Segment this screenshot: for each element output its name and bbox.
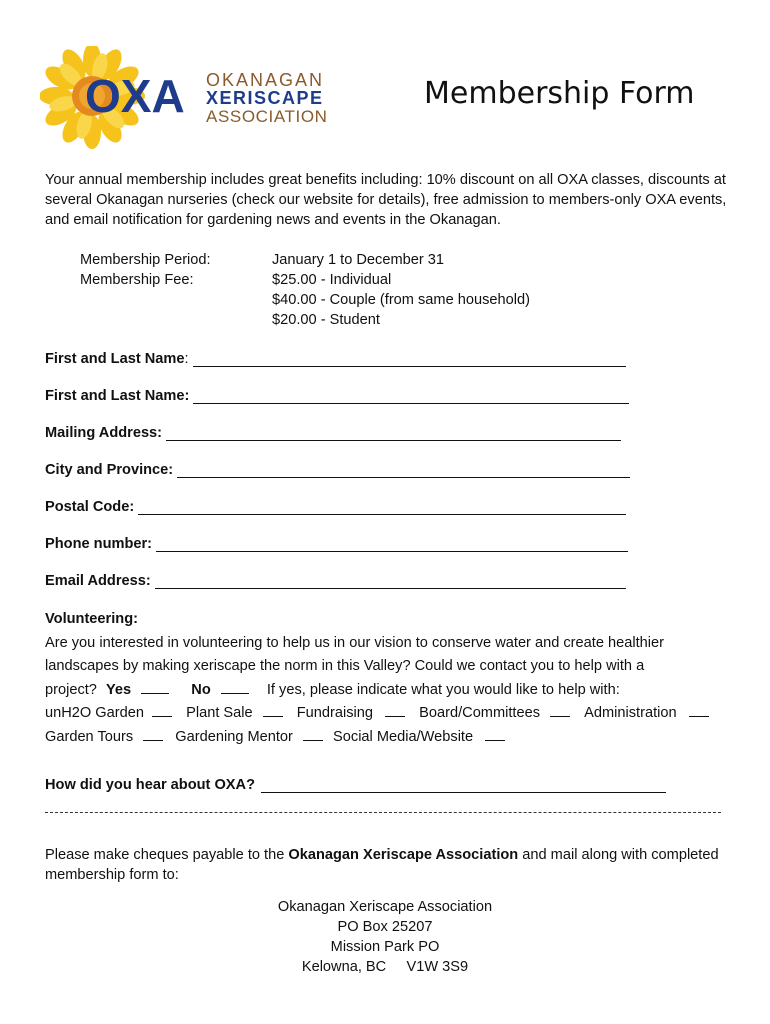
field-phone bbox=[45, 536, 628, 552]
cut-line-divider bbox=[45, 812, 721, 813]
if-yes-text: If yes, please indicate what you would like to help with: bbox=[266, 681, 620, 698]
volunteering-question-1: Are you interested in volunteering to help us in our vision to conserve water and create healthier bbox=[45, 634, 664, 651]
fee-student: $20.00 - Student bbox=[272, 312, 380, 328]
yes-checkbox[interactable] bbox=[141, 681, 169, 694]
address-line-1: Okanagan Xeriscape Association bbox=[277, 899, 493, 915]
field-label: First and Last Name bbox=[45, 351, 185, 367]
volunteer-options-row-2 bbox=[45, 726, 745, 750]
gardening-mentor-checkbox[interactable] bbox=[303, 728, 323, 741]
fee-individual: $25.00 - Individual bbox=[272, 272, 392, 288]
option-gardening-mentor: Gardening Mentor bbox=[175, 728, 293, 745]
volunteering-section bbox=[45, 608, 745, 749]
postal-code-input[interactable] bbox=[138, 500, 626, 515]
phone-input[interactable] bbox=[156, 537, 628, 552]
hear-about-label: How did you hear about OXA? bbox=[45, 777, 255, 793]
address-line-2: PO Box 25207 bbox=[337, 919, 433, 935]
option-garden-tours: Garden Tours bbox=[45, 728, 134, 745]
volunteering-yes-no-row bbox=[45, 679, 745, 703]
yes-label: Yes bbox=[105, 681, 132, 698]
option-social-media: Social Media/Website bbox=[333, 728, 474, 745]
field-label: City and Province: bbox=[45, 462, 174, 478]
fee-couple: $40.00 - Couple (from same household) bbox=[272, 292, 530, 308]
option-administration: Administration bbox=[584, 705, 677, 721]
option-board-committees: Board/Committees bbox=[419, 705, 541, 721]
cheque-text-after: and mail along with completed membership form to: bbox=[45, 847, 719, 883]
no-checkbox[interactable] bbox=[221, 681, 249, 694]
social-media-checkbox[interactable] bbox=[485, 728, 505, 741]
administration-checkbox[interactable] bbox=[689, 704, 709, 717]
garden-tours-checkbox[interactable] bbox=[143, 728, 163, 741]
address-line-3: Mission Park PO bbox=[330, 939, 440, 955]
cheque-instructions bbox=[45, 845, 735, 885]
mailing-address-block bbox=[0, 897, 770, 977]
address-line-4: Kelowna, BC V1W 3S9 bbox=[301, 959, 469, 975]
hear-about-input[interactable] bbox=[261, 778, 666, 793]
field-mailing-address bbox=[45, 425, 621, 441]
option-plant-sale: Plant Sale bbox=[186, 705, 253, 721]
unh2o-garden-checkbox[interactable] bbox=[152, 704, 172, 717]
fundraising-checkbox[interactable] bbox=[385, 704, 405, 717]
field-label: First and Last Name: bbox=[45, 388, 190, 404]
field-postal-code bbox=[45, 499, 626, 515]
cheque-text-before: Please make cheques payable to the bbox=[45, 847, 289, 863]
logo-line3: ASSOCIATION bbox=[206, 107, 328, 126]
intro-paragraph: Your annual membership includes great benefits including: 10% discount on all OXA classes, discounts at several Okanagan nurseries (check our website for details), free admission to members-only OXA events, and email notification for gardening news and events in the Okanagan. bbox=[45, 172, 727, 228]
plant-sale-checkbox[interactable] bbox=[263, 704, 283, 717]
period-value: January 1 to December 31 bbox=[272, 252, 444, 268]
membership-terms bbox=[80, 250, 530, 330]
board-committees-checkbox[interactable] bbox=[550, 704, 570, 717]
field-label: Mailing Address: bbox=[45, 425, 163, 441]
field-name-1 bbox=[45, 351, 626, 367]
mailing-address-input[interactable] bbox=[166, 426, 621, 441]
page-title: Membership Form bbox=[424, 76, 695, 111]
fee-label: Membership Fee: bbox=[80, 272, 194, 288]
field-city-province bbox=[45, 462, 630, 478]
period-label: Membership Period: bbox=[80, 252, 211, 268]
logo-mark: OXA bbox=[85, 70, 185, 122]
logo-line1: OKANAGAN bbox=[206, 70, 325, 90]
field-label: Phone number: bbox=[45, 536, 153, 552]
field-email bbox=[45, 573, 626, 589]
field-label-colon: : bbox=[184, 351, 189, 367]
hear-about-field bbox=[45, 777, 666, 793]
volunteering-heading: Volunteering: bbox=[45, 611, 138, 627]
volunteer-options-row-1 bbox=[45, 702, 745, 726]
name-2-input[interactable] bbox=[193, 389, 629, 404]
logo-line2: XERISCAPE bbox=[206, 88, 324, 108]
field-name-2 bbox=[45, 388, 629, 404]
sunflower-icon bbox=[40, 46, 340, 150]
option-fundraising: Fundraising bbox=[296, 705, 374, 721]
name-1-input[interactable] bbox=[193, 352, 626, 367]
volunteering-question-2: landscapes by making xeriscape the norm in this Valley? Could we contact you to help with a bbox=[45, 658, 645, 674]
project-prefix: project? bbox=[45, 681, 97, 698]
oxa-logo bbox=[40, 46, 340, 150]
field-label: Postal Code: bbox=[45, 499, 135, 515]
cheque-payee: Okanagan Xeriscape Association bbox=[288, 847, 519, 863]
no-label: No bbox=[191, 681, 211, 698]
city-province-input[interactable] bbox=[177, 463, 630, 478]
email-input[interactable] bbox=[155, 574, 626, 589]
field-label: Email Address: bbox=[45, 573, 151, 589]
option-unh2o-garden: unH2O Garden bbox=[45, 705, 144, 721]
